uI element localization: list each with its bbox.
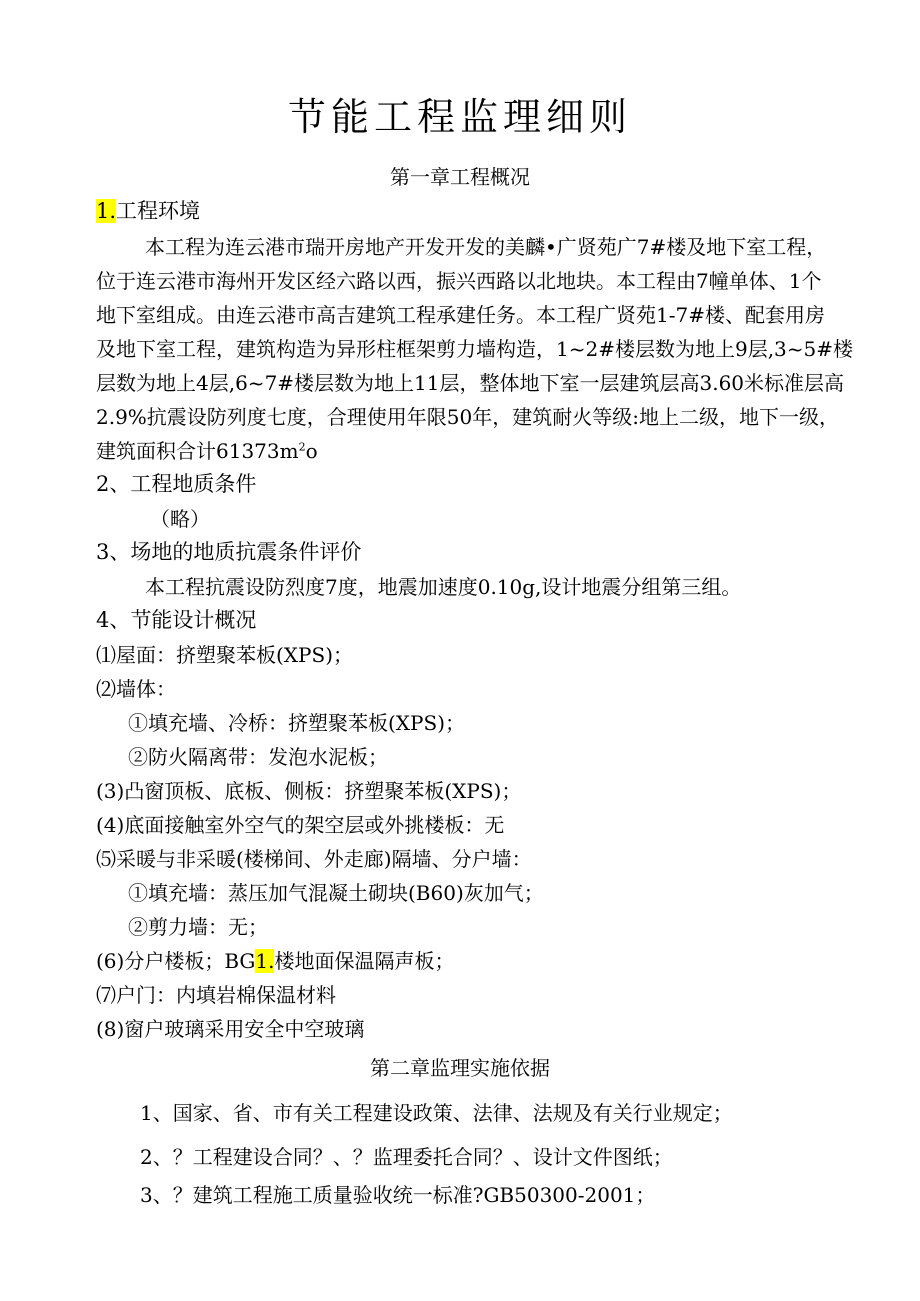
paragraph-line: 及地下室工程，建筑构造为异形柱框架剪力墙构造，1~2#楼层数为地上9层,3~5#楼 — [96, 337, 854, 361]
list-item: ⑴屋面：挤塑聚苯板(XPS)； — [96, 643, 354, 667]
chapter-1-heading: 第一章工程概况 — [390, 165, 530, 189]
section-3-body: 本工程抗震设防烈度7度，地震加速度0.10g,设计地震分组第三组。 — [145, 575, 742, 599]
list-item: ①填充墙、冷桥：挤塑聚苯板(XPS)； — [128, 711, 466, 735]
list-item: ⑺户门：内填岩棉保温材料 — [96, 983, 336, 1007]
section-3-heading: 3、场地的地质抗震条件评价 — [96, 540, 362, 564]
area-text: 建筑面积合计61373m — [96, 439, 299, 463]
section-1-title: 工程环境 — [116, 199, 201, 223]
chapter-2-heading: 第二章监理实施依据 — [370, 1056, 550, 1080]
list-item: (4)底面接触室外空气的架空层或外挑楼板：无 — [96, 813, 505, 837]
basis-item: 2、？工程建设合同？、？监理委托合同？、设计文件图纸； — [140, 1145, 673, 1169]
item-6-prefix: (6)分户楼板；BG — [96, 949, 256, 973]
section-1-heading — [96, 199, 200, 223]
document-title: 节能工程监理细则 — [287, 95, 632, 139]
paragraph-line: 位于连云港市海州开发区经六路以西，振兴西路以北地块。本工程由7幢单体、1个 — [96, 269, 822, 293]
list-item: ⑸采暖与非采暖(楼梯间、外走廊)隔墙、分户墙： — [96, 847, 532, 871]
area-end: o — [305, 439, 318, 463]
list-item: ②防火隔离带：发泡水泥板； — [128, 745, 388, 769]
list-item: ①填充墙：蒸压加气混凝土砌块(B60)灰加气； — [128, 881, 544, 905]
list-item: (3)凸窗顶板、底板、侧板：挤塑聚苯板(XPS)； — [96, 779, 522, 803]
section-2-heading: 2、工程地质条件 — [96, 472, 257, 496]
highlight-mark: 1. — [96, 199, 117, 223]
area-superscript: 2 — [298, 440, 306, 454]
list-item-6 — [96, 949, 454, 973]
paragraph-line: 层数为地上4层,6~7#楼层数为地上11层，整体地下室一层建筑层高3.60米标准层高 — [96, 371, 845, 395]
basis-item: 3、？建筑工程施工质量验收统一标准?GB50300-2001； — [140, 1183, 656, 1207]
paragraph-line: 本工程为连云港市瑞开房地产开发开发的美麟•广贤苑广7#楼及地下室工程， — [145, 235, 827, 259]
section-2-body: （略） — [150, 507, 210, 531]
paragraph-line-last — [96, 439, 318, 463]
section-4-heading: 4、节能设计概况 — [96, 608, 257, 632]
basis-item: 1、国家、省、市有关工程建设政策、法律、法规及有关行业规定； — [140, 1101, 733, 1125]
list-item: ⑵墙体： — [96, 677, 176, 701]
paragraph-line: 2.9%抗震设防列度七度，合理使用年限50年，建筑耐火等级:地上二级，地下一级， — [96, 405, 839, 429]
item-6-suffix: 楼地面保温隔声板； — [274, 949, 455, 973]
list-item: (8)窗户玻璃采用安全中空玻璃 — [96, 1017, 365, 1041]
list-item: ②剪力墙：无； — [128, 915, 268, 939]
highlight-mark: 1. — [255, 949, 275, 973]
paragraph-line: 地下室组成。由连云港市高吉建筑工程承建任务。本工程广贤苑1-7#楼、配套用房 — [96, 303, 825, 327]
